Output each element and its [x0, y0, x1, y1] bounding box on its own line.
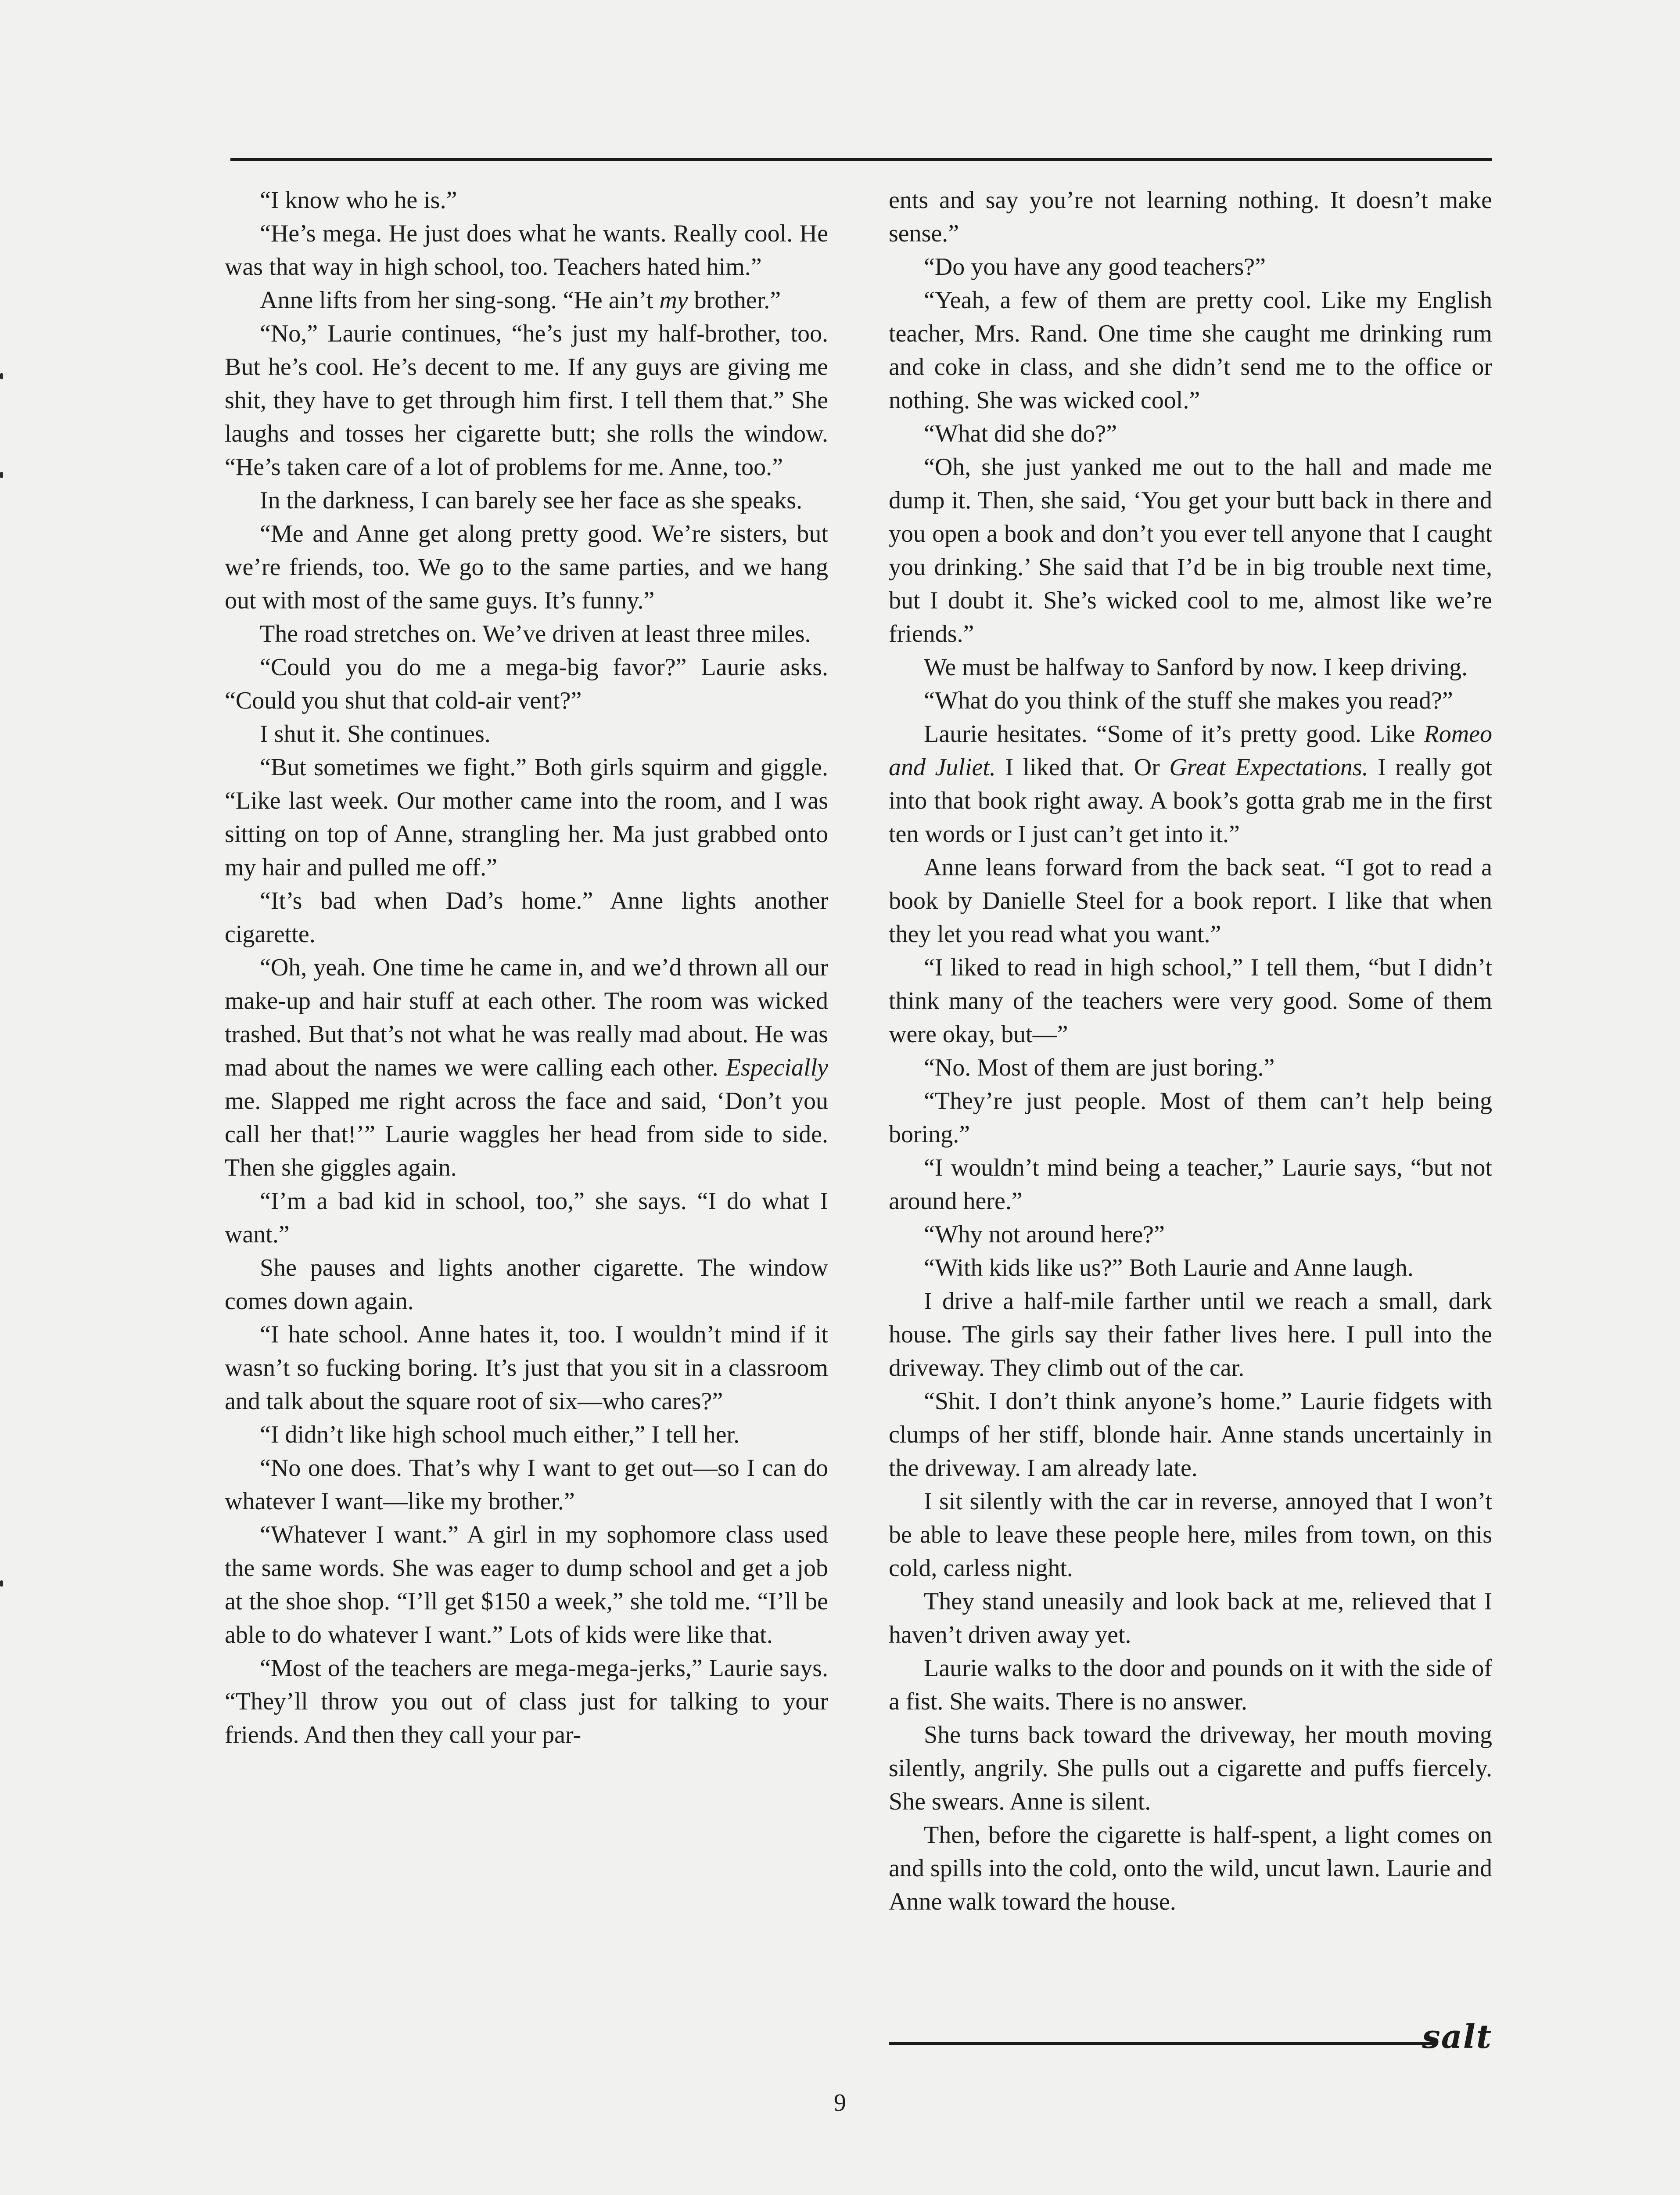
- paragraph: “Most of the teachers are mega-mega-jerks,” Laurie says. “They’ll throw you out of class just for talking to your friends. And then they call your par-: [225, 1655, 828, 1749]
- paragraph: “I know who he is.”: [260, 187, 457, 214]
- paragraph: “I didn’t like high school much either,” I tell her.: [260, 1421, 740, 1448]
- paragraph: “They’re just people. Most of them can’t help being boring.”: [889, 1087, 1492, 1148]
- paragraph: She pauses and lights another cigarette. The window comes down again.: [225, 1254, 828, 1315]
- story-end-mark: [889, 2019, 1492, 2059]
- left-column: [225, 184, 828, 1752]
- paragraph: “No. Most of them are just boring.”: [924, 1054, 1275, 1081]
- margin-mark: [0, 373, 3, 379]
- emphasis-text: my: [659, 287, 688, 314]
- paragraph: “Why not around here?”: [924, 1221, 1165, 1248]
- paragraph: I shut it. She continues.: [260, 720, 491, 748]
- paragraph: I drive a half-mile farther until we reach a small, dark house. The girls say their father lives here. I pull into the driveway. They climb out of the car.: [889, 1288, 1492, 1382]
- emphasis-text: Romeo and Juliet.: [889, 720, 1492, 781]
- paragraph: In the darkness, I can barely see her face as she speaks.: [260, 487, 803, 514]
- paragraph: “Could you do me a mega-big favor?” Laurie asks. “Could you shut that cold-air vent?”: [225, 654, 828, 714]
- paragraph: They stand uneasily and look back at me, relieved that I haven’t driven away yet.: [889, 1588, 1492, 1648]
- paragraph: “I liked to read in high school,” I tell them, “but I didn’t think many of the teachers were very good. Some of them were okay, but—”: [889, 954, 1492, 1048]
- paragraph: “No one does. That’s why I want to get out—so I can do whatever I want—like my brother.”: [225, 1454, 828, 1515]
- right-column: [889, 184, 1492, 1918]
- paragraph: “Do you have any good teachers?”: [924, 253, 1266, 281]
- paragraph: “I hate school. Anne hates it, too. I wouldn’t mind if it wasn’t so fucking boring. It’s just that you sit in a classroom and talk about the square root of six—who cares?”: [225, 1321, 828, 1415]
- end-rule: [889, 2042, 1433, 2045]
- paragraph: Laurie hesitates. “Some of it’s pretty good. Like Romeo and Juliet. I liked that. Or Great Expectations. I really got into that book right away. A book’s gotta grab me in the first ten words or I just can’t get into it.”: [889, 720, 1493, 848]
- paragraph: “Whatever I want.” A girl in my sophomore class used the same words. She was eager to dump school and get a job at the shoe shop. “I’ll get $150 a week,” she told me. “I’ll be able to do whatever I want.” Lots of kids were like that.: [225, 1521, 828, 1648]
- paragraph: Then, before the cigarette is half-spent, a light comes on and spills into the cold, onto the wild, uncut lawn. Laurie and Anne walk toward the house.: [889, 1821, 1492, 1915]
- paragraph: “Oh, she just yanked me out to the hall and made me dump it. Then, she said, ‘You get your butt back in there and you open a book and don’t you ever tell anyone that I caught you drinking.’ She said that I’d be in big trouble next time, but I doubt it. She’s wicked cool to me, almost like we’re friends.”: [889, 453, 1492, 648]
- paragraph: We must be halfway to Sanford by now. I keep driving.: [924, 654, 1468, 681]
- paragraph: “Yeah, a few of them are pretty cool. Like my English teacher, Mrs. Rand. One time she caught me drinking rum and coke in class, and she didn’t send me to the office or nothing. She was wicked cool.”: [889, 287, 1492, 414]
- salt-logo: salt: [1422, 2018, 1492, 2056]
- paragraph: “What do you think of the stuff she makes you read?”: [924, 687, 1453, 714]
- paragraph: “I wouldn’t mind being a teacher,” Laurie says, “but not around here.”: [889, 1154, 1492, 1215]
- margin-mark: [0, 1580, 3, 1587]
- paragraph: Anne lifts from her sing-song. “He ain’t my brother.”: [260, 287, 781, 314]
- page-number: 9: [834, 2089, 846, 2116]
- paragraph: “What did she do?”: [924, 420, 1117, 447]
- margin-mark: [0, 472, 3, 478]
- paragraph: She turns back toward the driveway, her mouth moving silently, angrily. She pulls out a cigarette and puffs fiercely. She swears. Anne is silent.: [889, 1721, 1492, 1815]
- emphasis-text: Great Expectations.: [1169, 754, 1368, 781]
- paragraph-continuation: ents and say you’re not learning nothing. It doesn’t make sense.”: [889, 187, 1492, 247]
- paragraph: “Oh, yeah. One time he came in, and we’d thrown all our make-up and hair stuff at each other. The room was wicked trashed. But that’s not what he was really mad about. He was mad about the names we were calling each other. Especially me. Slapped me right across the face and said, ‘Don’t you call her that!’” Laurie waggles her head from side to side. Then she giggles again.: [225, 954, 828, 1181]
- paragraph: “I’m a bad kid in school, too,” she says. “I do what I want.”: [225, 1187, 828, 1248]
- paragraph: “But sometimes we fight.” Both girls squirm and giggle. “Like last week. Our mother came into the room, and I was sitting on top of Anne, strangling her. Ma just grabbed onto my hair and pulled me off.”: [225, 754, 828, 881]
- paragraph: “With kids like us?” Both Laurie and Anne laugh.: [924, 1254, 1414, 1281]
- paragraph: I sit silently with the car in reverse, annoyed that I won’t be able to leave these people here, miles from town, on this cold, carless night.: [889, 1488, 1492, 1582]
- paragraph: “He’s mega. He just does what he wants. Really cool. He was that way in high school, too. Teachers hated him.”: [225, 220, 828, 281]
- paragraph: Anne leans forward from the back seat. “I got to read a book by Danielle Steel for a book report. I like that when they let you read what you want.”: [889, 854, 1492, 948]
- paragraph: “No,” Laurie continues, “he’s just my half-brother, too. But he’s cool. He’s decent to me. If any guys are giving me shit, they have to get through him first. I tell them that.” She laughs and tosses her cigarette butt; she rolls the window. “He’s taken care of a lot of problems for me. Anne, too.”: [225, 320, 828, 481]
- paragraph: “Me and Anne get along pretty good. We’re sisters, but we’re friends, too. We go to the same parties, and we hang out with most of the same guys. It’s funny.”: [225, 520, 828, 614]
- paragraph: “It’s bad when Dad’s home.” Anne lights another cigarette.: [225, 887, 828, 948]
- emphasis-text: Especially: [725, 1054, 828, 1081]
- paragraph: The road stretches on. We’ve driven at least three miles.: [260, 620, 811, 648]
- top-rule: [230, 158, 1492, 161]
- paragraph: “Shit. I don’t think anyone’s home.” Laurie fidgets with clumps of her stiff, blonde hair. Anne stands uncertainly in the driveway. I am already late.: [889, 1388, 1492, 1482]
- paragraph: Laurie walks to the door and pounds on it with the side of a fist. She waits. There is no answer.: [889, 1655, 1492, 1715]
